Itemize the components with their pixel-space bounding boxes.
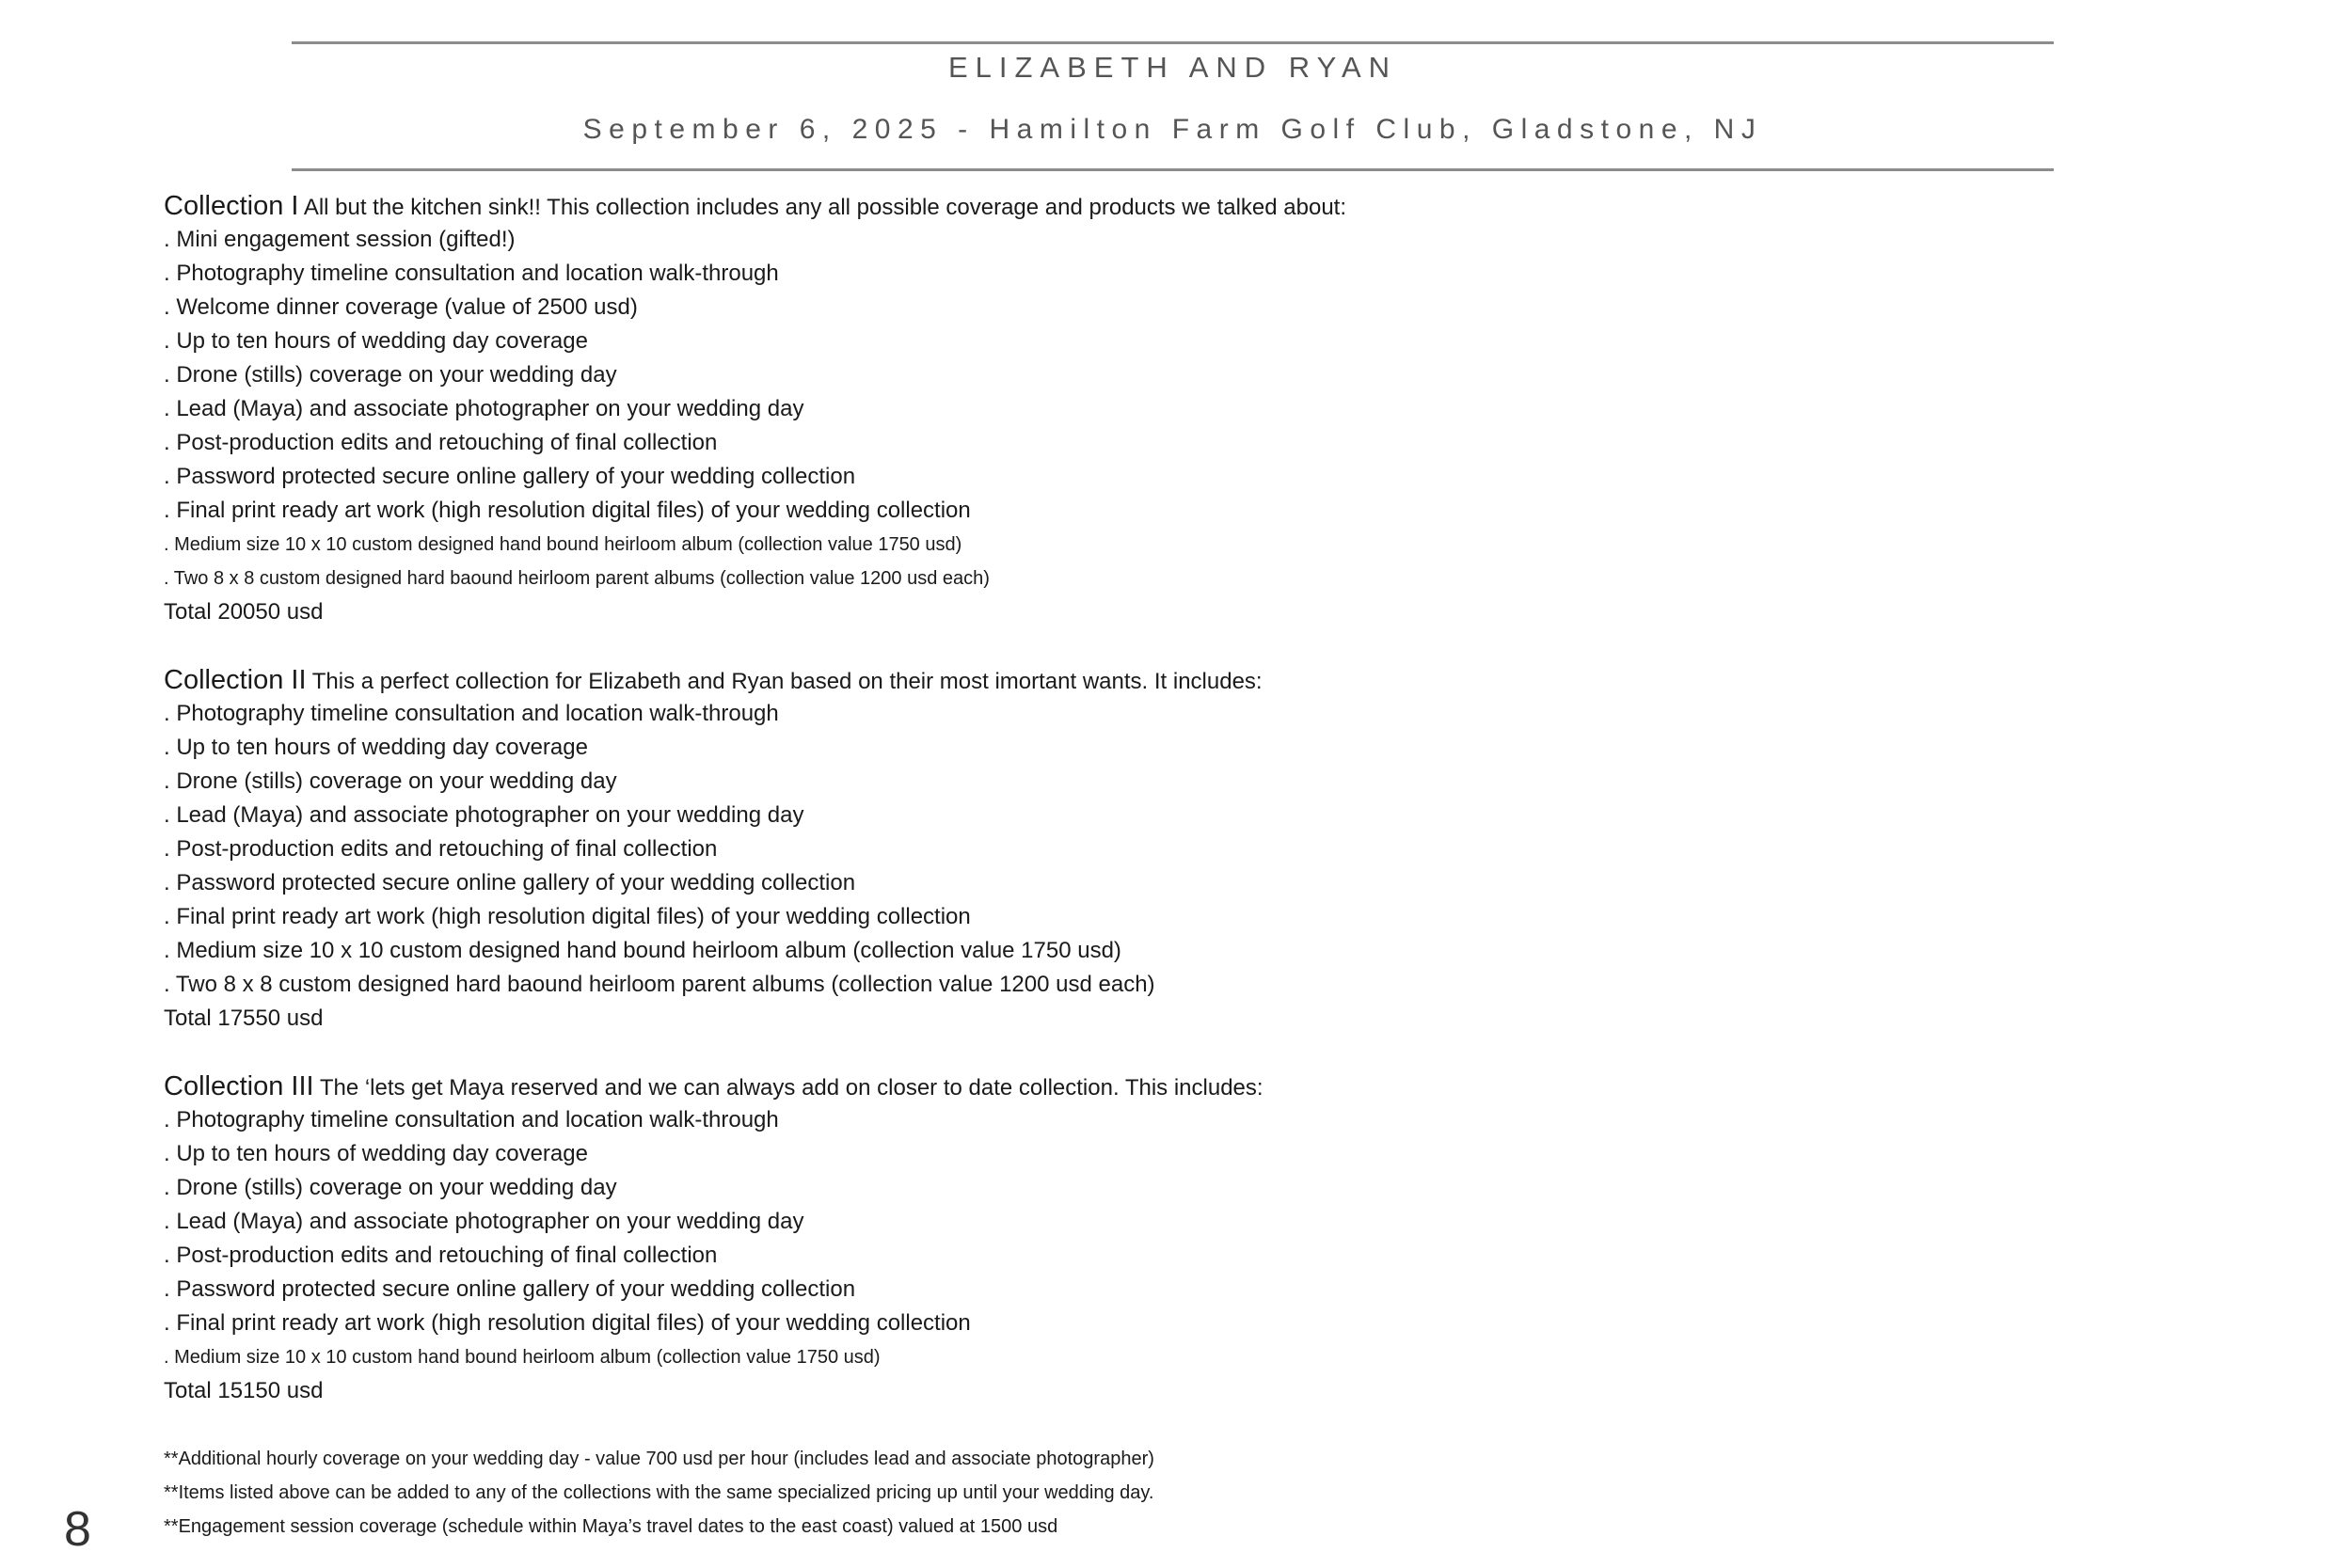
collection-intro: All but the kitchen sink!! This collection includes any all possible coverage and products we talked about: (298, 195, 1347, 220)
footnote: **Additional hourly coverage on your wedding day - value 700 usd per hour (includes lead and associate photographer) (164, 1449, 1154, 1469)
collection-1 (164, 189, 2233, 629)
list-item: . Post-production edits and retouching of final collection (164, 1243, 718, 1268)
collection-header (164, 189, 2233, 223)
list-item: . Welcome dinner coverage (value of 2500 usd) (164, 294, 638, 320)
header-bottom-rule (292, 168, 2054, 171)
collection-header (164, 1069, 2233, 1103)
list-item: . Post-production edits and retouching of final collection (164, 836, 718, 862)
list-item: . Drone (stills) coverage on your wedding day (164, 362, 617, 388)
list-item: . Lead (Maya) and associate photographer on your wedding day (164, 802, 804, 828)
list-item: . Photography timeline consultation and location walk-through (164, 1107, 779, 1132)
header-top-rule (292, 41, 2054, 44)
collection-total: Total 15150 usd (164, 1378, 324, 1403)
collection-intro: The ‘lets get Maya reserved and we can always add on closer to date collection. This includes: (313, 1075, 1263, 1101)
list-item: . Mini engagement session (gifted!) (164, 227, 516, 252)
list-item: . Photography timeline consultation and location walk-through (164, 701, 779, 726)
list-item: . Final print ready art work (high resolution digital files) of your wedding collection (164, 498, 971, 523)
list-item: . Drone (stills) coverage on your wedding day (164, 1175, 617, 1200)
list-item: . Medium size 10 x 10 custom designed hand bound heirloom album (collection value 1750 usd) (164, 938, 1121, 963)
list-item: . Photography timeline consultation and location walk-through (164, 261, 779, 286)
collection-name: Collection III (164, 1071, 314, 1101)
collection-3 (164, 1069, 2233, 1408)
section-spacer (164, 1408, 2233, 1442)
section-spacer (164, 629, 2233, 663)
list-item: . Drone (stills) coverage on your wedding day (164, 768, 617, 794)
collection-intro: This a perfect collection for Elizabeth and Ryan based on their most imortant wants. It includes: (306, 669, 1263, 694)
couple-names-title: ELIZABETH AND RYAN (947, 51, 1398, 84)
footnote: **Items listed above can be added to any of the collections with the same specialized pricing up until your wedding day. (164, 1482, 1154, 1503)
collection-total: Total 20050 usd (164, 599, 324, 625)
list-item: . Password protected secure online gallery of your wedding collection (164, 870, 856, 895)
list-item: . Two 8 x 8 custom designed hard baound heirloom parent albums (collection value 1200 usd each) (164, 568, 990, 589)
list-item: . Final print ready art work (high resolution digital files) of your wedding collection (164, 904, 971, 929)
collection-name: Collection I (164, 191, 299, 221)
footnotes (164, 1442, 2233, 1544)
list-item: . Two 8 x 8 custom designed hard baound heirloom parent albums (collection value 1200 usd each) (164, 972, 1155, 997)
list-item: . Medium size 10 x 10 custom designed hand bound heirloom album (collection value 1750 usd) (164, 534, 962, 555)
list-item: . Password protected secure online gallery of your wedding collection (164, 464, 856, 489)
section-spacer (164, 1036, 2233, 1069)
footnote: **Engagement session coverage (schedule within Maya’s travel dates to the east coast) valued at 1500 usd (164, 1516, 1058, 1537)
collection-name: Collection II (164, 665, 307, 695)
list-item: . Up to ten hours of wedding day coverage (164, 328, 588, 354)
collection-2 (164, 663, 2233, 1036)
list-item: . Password protected secure online gallery of your wedding collection (164, 1276, 856, 1302)
list-item: . Lead (Maya) and associate photographer on your wedding day (164, 396, 804, 421)
page-number: 8 (64, 1502, 91, 1557)
list-item: . Lead (Maya) and associate photographer on your wedding day (164, 1209, 804, 1234)
list-item: . Up to ten hours of wedding day coverage (164, 1141, 588, 1166)
list-item: . Medium size 10 x 10 custom hand bound heirloom album (collection value 1750 usd) (164, 1347, 881, 1368)
collection-total: Total 17550 usd (164, 1006, 324, 1031)
list-item: . Up to ten hours of wedding day coverage (164, 735, 588, 760)
list-item: . Final print ready art work (high resolution digital files) of your wedding collection (164, 1310, 971, 1336)
list-item: . Post-production edits and retouching of final collection (164, 430, 718, 455)
collection-header (164, 663, 2233, 697)
event-date-location: September 6, 2025 - Hamilton Farm Golf Club, Gladstone, NJ (582, 114, 1763, 145)
collections-content (164, 189, 2233, 1544)
